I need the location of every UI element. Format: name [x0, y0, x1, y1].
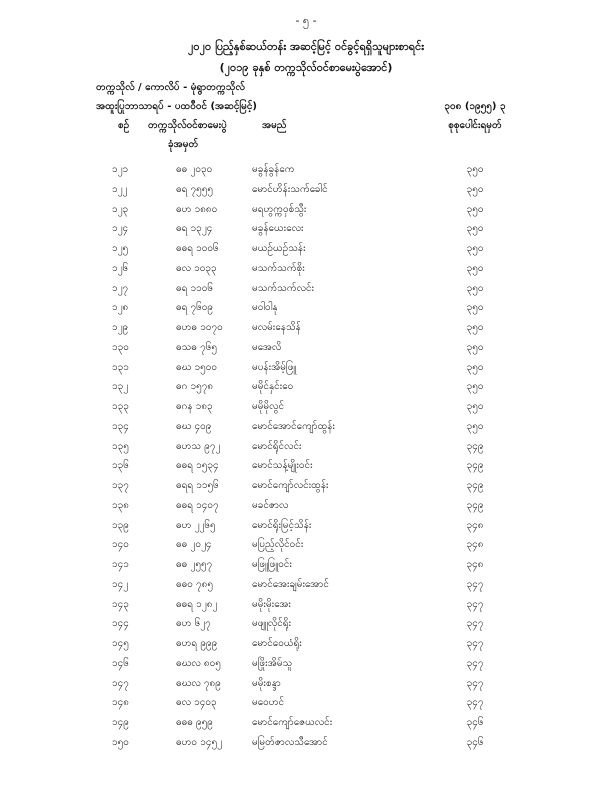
- student-name: မခွန်ခွန်ကေ: [252, 164, 295, 175]
- exam-number: ဓရရ ၁၁၅၆: [176, 480, 219, 491]
- student-name: မပန်းအိမ့်ဖြူ: [252, 361, 297, 373]
- row-number: ၁၂၇: [112, 282, 129, 294]
- row-number: ၁၄၄: [112, 618, 129, 630]
- student-name: မောင်ရိုးမြင့်သိန်း: [252, 519, 312, 531]
- university-line: တက္ကသိုလ် / ကောလိပ် - မုံရွာတက္ကသိုလ်: [96, 82, 245, 93]
- exam-number: ဓဟရ ၉၉၉: [176, 638, 218, 649]
- exam-number: ဓသဓ ၇၆၅: [176, 341, 217, 353]
- total-score: ၃၅၀: [466, 282, 484, 294]
- total-score: ၃၄၇: [466, 578, 484, 590]
- total-score: ၃၄၇: [466, 677, 484, 689]
- student-name: မသက်သက်လင်း: [252, 282, 315, 294]
- table-row: [0, 672, 612, 692]
- student-name: မမိုင်နှင်းဝေ: [252, 381, 294, 393]
- total-score: ၃၅၀: [466, 203, 484, 215]
- student-name: မမိုးစန္ဒာ: [252, 677, 281, 689]
- row-number: ၁၂၁: [112, 164, 129, 175]
- exam-number: ဓဓ ၂၀၂၄: [176, 539, 212, 551]
- table-row: [0, 316, 612, 336]
- row-number: ၁၃၆: [112, 460, 129, 472]
- total-score: ၃၄၉: [466, 499, 484, 511]
- table-row: [0, 336, 612, 356]
- student-name: မောင်ဝေယံရိုး: [252, 638, 302, 649]
- row-number: ၁၄၅: [112, 638, 129, 649]
- document-title: ၂၀၂၀ ပြည့်နှစ်ဆယ်တန်း အဆင့်မြင့် ဝင်ခွင့်ရရှိသူများစာရင်း: [188, 40, 424, 53]
- exam-number: ဓဟ ၁၈၈၀: [176, 203, 218, 215]
- student-name: မမိုမိုလွင်: [252, 401, 285, 412]
- table-row: [0, 277, 612, 297]
- row-number: ၁၃၈: [112, 499, 129, 511]
- student-name: မောင်အောင်ကျော်ထွန်း: [252, 420, 335, 432]
- row-number: ၁၃၄: [112, 420, 129, 432]
- exam-number: ဓဟ ၆၂၇: [176, 618, 211, 630]
- exam-number: ဓရ ၇၆၀၉: [176, 302, 214, 314]
- exam-number: ဓဓရ ၁၅၃၄: [176, 460, 219, 472]
- exam-number: ဓဟဓ ၁၀၇၀: [176, 322, 223, 333]
- row-number: ၁၂၄: [112, 223, 129, 235]
- student-name: မောင်ကျော်ဇေယလင်း: [252, 717, 333, 728]
- table-row: [0, 691, 612, 711]
- table-row: [0, 296, 612, 316]
- student-name: မဖြူဖြူဝင်း: [252, 559, 292, 570]
- page-number: - ၅ -: [295, 14, 317, 27]
- table-row: [0, 533, 612, 553]
- total-score: ၃၄၇: [466, 638, 484, 649]
- table-row: [0, 553, 612, 573]
- row-number: ၁၃၁: [112, 361, 129, 373]
- exam-number: ဓဟဝ ၁၄၅၂: [176, 736, 222, 748]
- exam-number: ဓဟ ၂၂၆၅: [176, 519, 216, 531]
- student-name: မပြည့်လိုင်ဝင်း: [252, 539, 304, 551]
- column-header-exam-no-line2: ခုံအမှတ်: [168, 139, 199, 150]
- exam-number: ဓဓရ ၁၂၈၂: [176, 598, 218, 610]
- row-number: ၁၄၂: [112, 578, 129, 590]
- total-score: ၃၄၉: [466, 460, 484, 472]
- row-number: ၁၄၉: [112, 717, 129, 728]
- table-row: [0, 731, 612, 751]
- total-score: ၃၄၇: [466, 598, 484, 610]
- row-number: ၁၂၃: [112, 203, 129, 215]
- total-score: ၃၅၀: [466, 262, 484, 274]
- total-score: ၃၅၀: [466, 401, 484, 412]
- exam-number: ဓဃ ၁၅၀၀: [176, 361, 218, 373]
- total-score: ၃၄၈: [466, 539, 484, 551]
- exam-number: ဓလ ၁၀၃၃: [176, 262, 217, 274]
- row-number: ၁၃၃: [112, 401, 129, 412]
- table-row: [0, 178, 612, 198]
- table-row: [0, 612, 612, 632]
- table-row: [0, 514, 612, 534]
- total-score: ၃၅၀: [466, 322, 484, 333]
- table-row: [0, 395, 612, 415]
- document-subtitle: (၂၀၁၉ ခုနှစ် တက္ကသိုလ်ဝင်စာမေးပွဲအောင်): [219, 61, 393, 74]
- table-row: [0, 454, 612, 474]
- table-row: [0, 158, 612, 178]
- total-score: ၃၄၆: [466, 736, 484, 748]
- student-name: မဖြိုးအိမ်သူ: [252, 657, 293, 669]
- exam-number: ဓရ ၁၁၀၆: [176, 282, 214, 294]
- row-number: ၁၄၇: [112, 677, 129, 689]
- student-name: မခင်ဇာလ: [252, 499, 289, 511]
- row-number: ၁၃၇: [112, 480, 129, 491]
- exam-number: ဓဓ ၂၀၃၀: [176, 164, 213, 175]
- total-score: ၃၅၀: [466, 381, 484, 393]
- table-row: [0, 435, 612, 455]
- total-score: ၃၄၇: [466, 697, 484, 709]
- student-name: မရဟွက္ကဝှစ်သွီး: [252, 203, 307, 215]
- table-row: [0, 593, 612, 613]
- column-header-exam-no: တက္ကသိုလ်ဝင်စာမေးပွဲ: [148, 120, 227, 131]
- table-row: [0, 356, 612, 376]
- row-number: ၁၅၀: [112, 736, 129, 748]
- table-row: [0, 474, 612, 494]
- exam-number: ဓဂ ၁၅၇၈: [176, 381, 214, 393]
- total-score: ၃၄၉: [466, 480, 484, 491]
- row-number: ၁၃၅: [112, 440, 129, 452]
- row-number: ၁၄၈: [112, 697, 129, 709]
- subject-line: အထူးပြုဘာသာရပ် - ပထဝီဝင် (အဆင့်မြင့်): [96, 101, 257, 112]
- exam-number: ဓဃလ ၇၈၉: [176, 677, 221, 689]
- student-name: မောင်ဟိန်းသက်ခေါင်: [252, 183, 328, 195]
- total-score: ၃၅၀: [466, 223, 484, 235]
- student-name: မောင်ရိုင်လင်း: [252, 440, 302, 452]
- exam-number: ဓဂန ၁၈၃: [176, 401, 213, 412]
- total-score: ၃၅၀: [466, 164, 484, 175]
- row-number: ၁၂၅: [112, 243, 129, 254]
- total-score: ၃၄၉: [466, 440, 484, 452]
- total-score: ၃၅၀: [466, 361, 484, 373]
- total-score: ၃၄၇: [466, 618, 484, 630]
- total-score: ၃၅၀: [466, 341, 484, 353]
- exam-number: ဓဃလ ၈၀၅: [176, 657, 221, 669]
- table-row: [0, 237, 612, 257]
- exam-number: ဓဃ ၄၀၉: [176, 420, 212, 432]
- exam-number: ဓဓရ ၁၀၀၆: [176, 243, 219, 254]
- exam-number: ဓရ ၇၅၅၅: [176, 183, 214, 195]
- exam-number: ဓဓဝ ၇၈၅: [176, 578, 214, 590]
- total-score: ၃၄၇: [466, 657, 484, 669]
- row-number: ၁၂၈: [112, 302, 129, 314]
- row-number: ၁၄၀: [112, 539, 129, 551]
- student-name: မလမ်းနေသိန်: [252, 322, 301, 333]
- total-score: ၃၅၀: [466, 183, 484, 195]
- total-score: ၃၅၀: [466, 243, 484, 254]
- student-name: မဝါဝါနု: [252, 302, 278, 314]
- student-name: မဝေဟင်: [252, 697, 285, 709]
- row-number: ၁၂၉: [112, 322, 129, 333]
- table-row: [0, 198, 612, 218]
- row-number: ၁၃၉: [112, 519, 129, 531]
- table-row: [0, 494, 612, 514]
- total-score: ၃၄၈: [466, 519, 484, 531]
- exam-number: ဓဓ ၂၅၅၇: [176, 559, 213, 570]
- table-row: [0, 257, 612, 277]
- results-table: [0, 158, 612, 751]
- exam-number: ဓလ ၁၄၀၃: [176, 697, 217, 709]
- row-number: ၁၄၃: [112, 598, 129, 610]
- column-header-score: စုစုပေါင်းရမှတ်: [448, 120, 502, 131]
- exam-number: ဓဓဓ ၉၅၉: [176, 717, 213, 728]
- row-number: ၁၄၆: [112, 657, 129, 669]
- exam-number: ဓရ ၁၃၂၄: [176, 223, 213, 235]
- row-number: ၁၃၂: [112, 381, 129, 393]
- total-score: ၃၄၆: [466, 717, 484, 728]
- student-name: မယဥ်ယဥ်သန်း: [252, 243, 306, 254]
- column-header-name: အမည်: [262, 120, 287, 131]
- table-row: [0, 573, 612, 593]
- student-name: မောင်သန့်မျိုးဝင်း: [252, 460, 313, 472]
- column-header-no: စဉ်: [118, 120, 130, 131]
- total-score: ၃၄၈: [466, 559, 484, 570]
- student-name: မမိုးမိုးအေး: [252, 598, 291, 610]
- exam-number: ဓဟသ ၉၇၂: [176, 440, 221, 452]
- student-name: မခွန်ယေးလေး: [252, 223, 304, 235]
- student-name: မဖျူလိုင်ရိုး: [252, 618, 292, 630]
- table-row: [0, 652, 612, 672]
- row-number: ၁၄၁: [112, 559, 129, 570]
- row-number: ၁၂၂: [112, 183, 128, 195]
- student-name: မမြတ်ဇာလသီအောင်: [252, 736, 328, 748]
- table-row: [0, 632, 612, 652]
- score-range-header: ၃၀၈ (၁၉၅၅) ၃: [444, 101, 506, 112]
- row-number: ၁၃၀: [112, 341, 129, 353]
- table-row: [0, 415, 612, 435]
- total-score: ၃၅၀: [466, 420, 484, 432]
- student-name: မောင်ကျော်လင်းထွန်း: [252, 480, 329, 491]
- table-row: [0, 711, 612, 731]
- student-name: မောင်အေးချမ်းအောင်: [252, 578, 329, 590]
- table-row: [0, 217, 612, 237]
- student-name: မသက်သက်စိုး: [252, 262, 305, 274]
- table-row: [0, 375, 612, 395]
- total-score: ၃၅၀: [466, 302, 484, 314]
- row-number: ၁၂၆: [112, 262, 129, 274]
- student-name: မအေလိ: [252, 341, 282, 353]
- exam-number: ဓဓရ ၁၄၀၇: [176, 499, 219, 511]
